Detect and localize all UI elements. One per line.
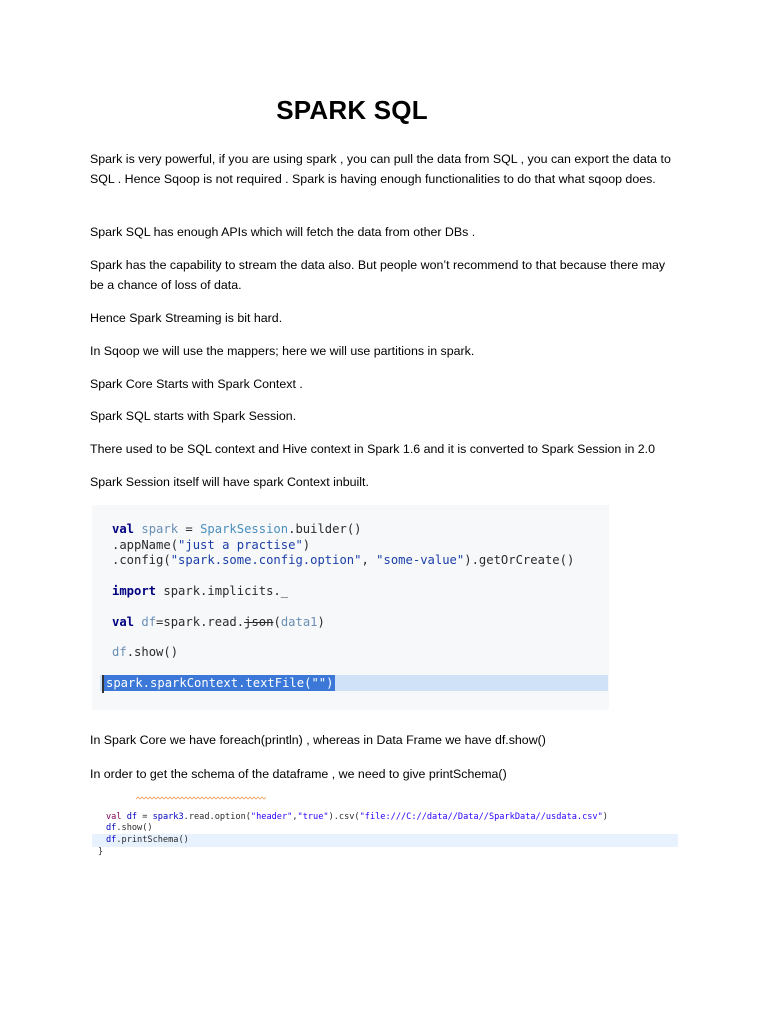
paragraph-spark-powerful: Spark is very powerful, if you are using spark , you can pull the data from SQL , you can export the data to SQL . Hence Sqoop is not required . Spark is having enough functionalities to do that what sqoop does.: [90, 152, 671, 186]
code-line: }: [98, 847, 104, 857]
code-line: .config("spark.some.config.option", "some-value").getOrCreate(): [112, 553, 575, 567]
code-line: df.printSchema(): [106, 835, 189, 845]
paragraph-stream-capability: Spark has the capability to stream the data also. But people won’t recommend to that because there may be a chance of loss of data.: [90, 258, 666, 292]
paragraph-sqoop-mappers: In Sqoop we will use the mappers; here we will use partitions in spark.: [90, 344, 475, 358]
paragraph-streaming-hard: Hence Spark Streaming is bit hard.: [90, 311, 283, 325]
code-screenshot-spark-session: [92, 505, 609, 710]
code-line: df.show(): [106, 823, 153, 833]
paragraph-spark-sql-apis: Spark SQL has enough APIs which will fetch the data from other DBs .: [90, 225, 476, 239]
code-line: import spark.implicits._: [112, 584, 289, 598]
code-line: val df = spark3.read.option("header","true").csv("file:///C://data//Data//SparkData//usdata.csv"): [106, 812, 608, 822]
warning-squiggle-icon: [136, 796, 266, 800]
paragraph-print-schema: In order to get the schema of the dataframe , we need to give printSchema(): [90, 767, 507, 781]
code-line: val df=spark.read.json(data1): [112, 615, 325, 629]
paragraph-spark-core: Spark Core Starts with Spark Context .: [90, 377, 303, 391]
code-screenshot-print-schema: [92, 792, 682, 862]
paragraph-spark-session: Spark SQL starts with Spark Session.: [90, 409, 297, 423]
paragraph-session-inbuilt: Spark Session itself will have spark Context inbuilt.: [90, 475, 369, 489]
selected-code-text: spark.sparkContext.textFile(""): [106, 676, 334, 690]
paragraph-context-history: There used to be SQL context and Hive context in Spark 1.6 and it is converted to Spark Session in 2.0: [90, 442, 656, 456]
code-line: df.show(): [112, 645, 179, 659]
text-cursor: [102, 675, 104, 693]
code-line: .appName("just a practise"): [112, 538, 311, 552]
paragraph-foreach-show: In Spark Core we have foreach(println) , whereas in Data Frame we have df.show(): [90, 733, 546, 747]
code-line: val spark = SparkSession.builder(): [112, 522, 362, 536]
page-title: SPARK SQL: [276, 95, 428, 125]
